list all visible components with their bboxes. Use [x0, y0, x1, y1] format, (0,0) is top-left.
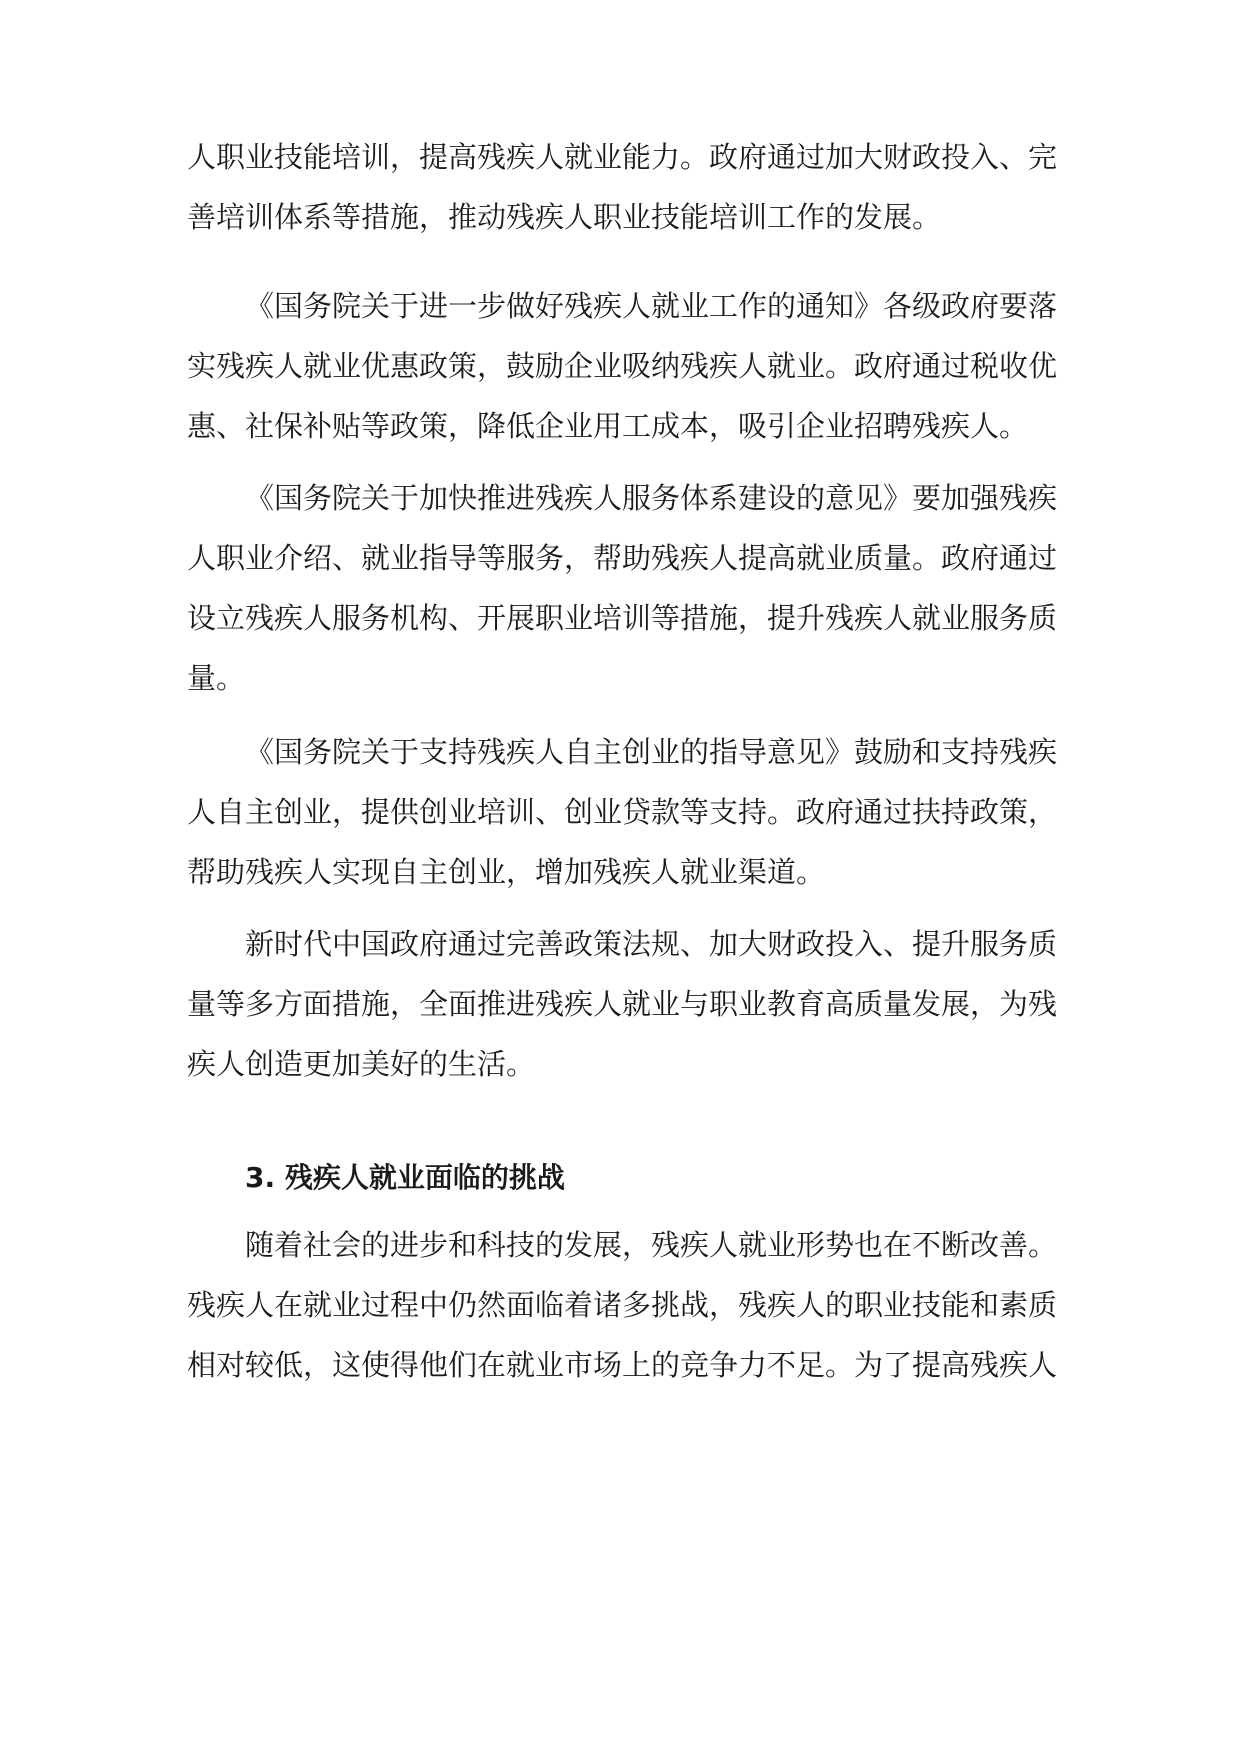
section-heading: 3. 残疾人就业面临的挑战 — [245, 1161, 565, 1194]
text-line: 设立残疾人服务机构、开展职业培训等措施，提升残疾人就业服务质 — [187, 601, 1058, 635]
paragraph-start: 《国务院关于进一步做好残疾人就业工作的通知》各级政府要落 — [245, 289, 1058, 323]
paragraph-start: 随着社会的进步和科技的发展，残疾人就业形势也在不断改善。 — [245, 1228, 1058, 1262]
paragraph-start: 《国务院关于支持残疾人自主创业的指导意见》鼓励和支持残疾 — [245, 735, 1058, 769]
text-line: 人自主创业，提供创业培训、创业贷款等支持。政府通过扶持政策， — [187, 795, 1058, 829]
text-line: 帮助残疾人实现自主创业，增加残疾人就业渠道。 — [187, 855, 826, 889]
text-line: 人职业技能培训，提高残疾人就业能力。政府通过加大财政投入、完 — [187, 140, 1058, 174]
text-line: 善培训体系等措施，推动残疾人职业技能培训工作的发展。 — [187, 200, 942, 234]
text-line: 残疾人在就业过程中仍然面临着诸多挑战，残疾人的职业技能和素质 — [187, 1288, 1058, 1322]
text-line: 人职业介绍、就业指导等服务，帮助残疾人提高就业质量。政府通过 — [187, 541, 1058, 575]
text-line: 相对较低，这使得他们在就业市场上的竞争力不足。为了提高残疾人 — [187, 1348, 1058, 1382]
text-line: 量。 — [187, 661, 246, 695]
paragraph-start: 新时代中国政府通过完善政策法规、加大财政投入、提升服务质 — [245, 927, 1058, 961]
text-line: 实残疾人就业优惠政策，鼓励企业吸纳残疾人就业。政府通过税收优 — [187, 349, 1058, 383]
text-line: 惠、社保补贴等政策，降低企业用工成本，吸引企业招聘残疾人。 — [187, 409, 1029, 443]
text-line: 疾人创造更加美好的生活。 — [187, 1047, 536, 1081]
paragraph-start: 《国务院关于加快推进残疾人服务体系建设的意见》要加强残疾 — [245, 481, 1058, 515]
text-line: 量等多方面措施，全面推进残疾人就业与职业教育高质量发展，为残 — [187, 987, 1058, 1021]
